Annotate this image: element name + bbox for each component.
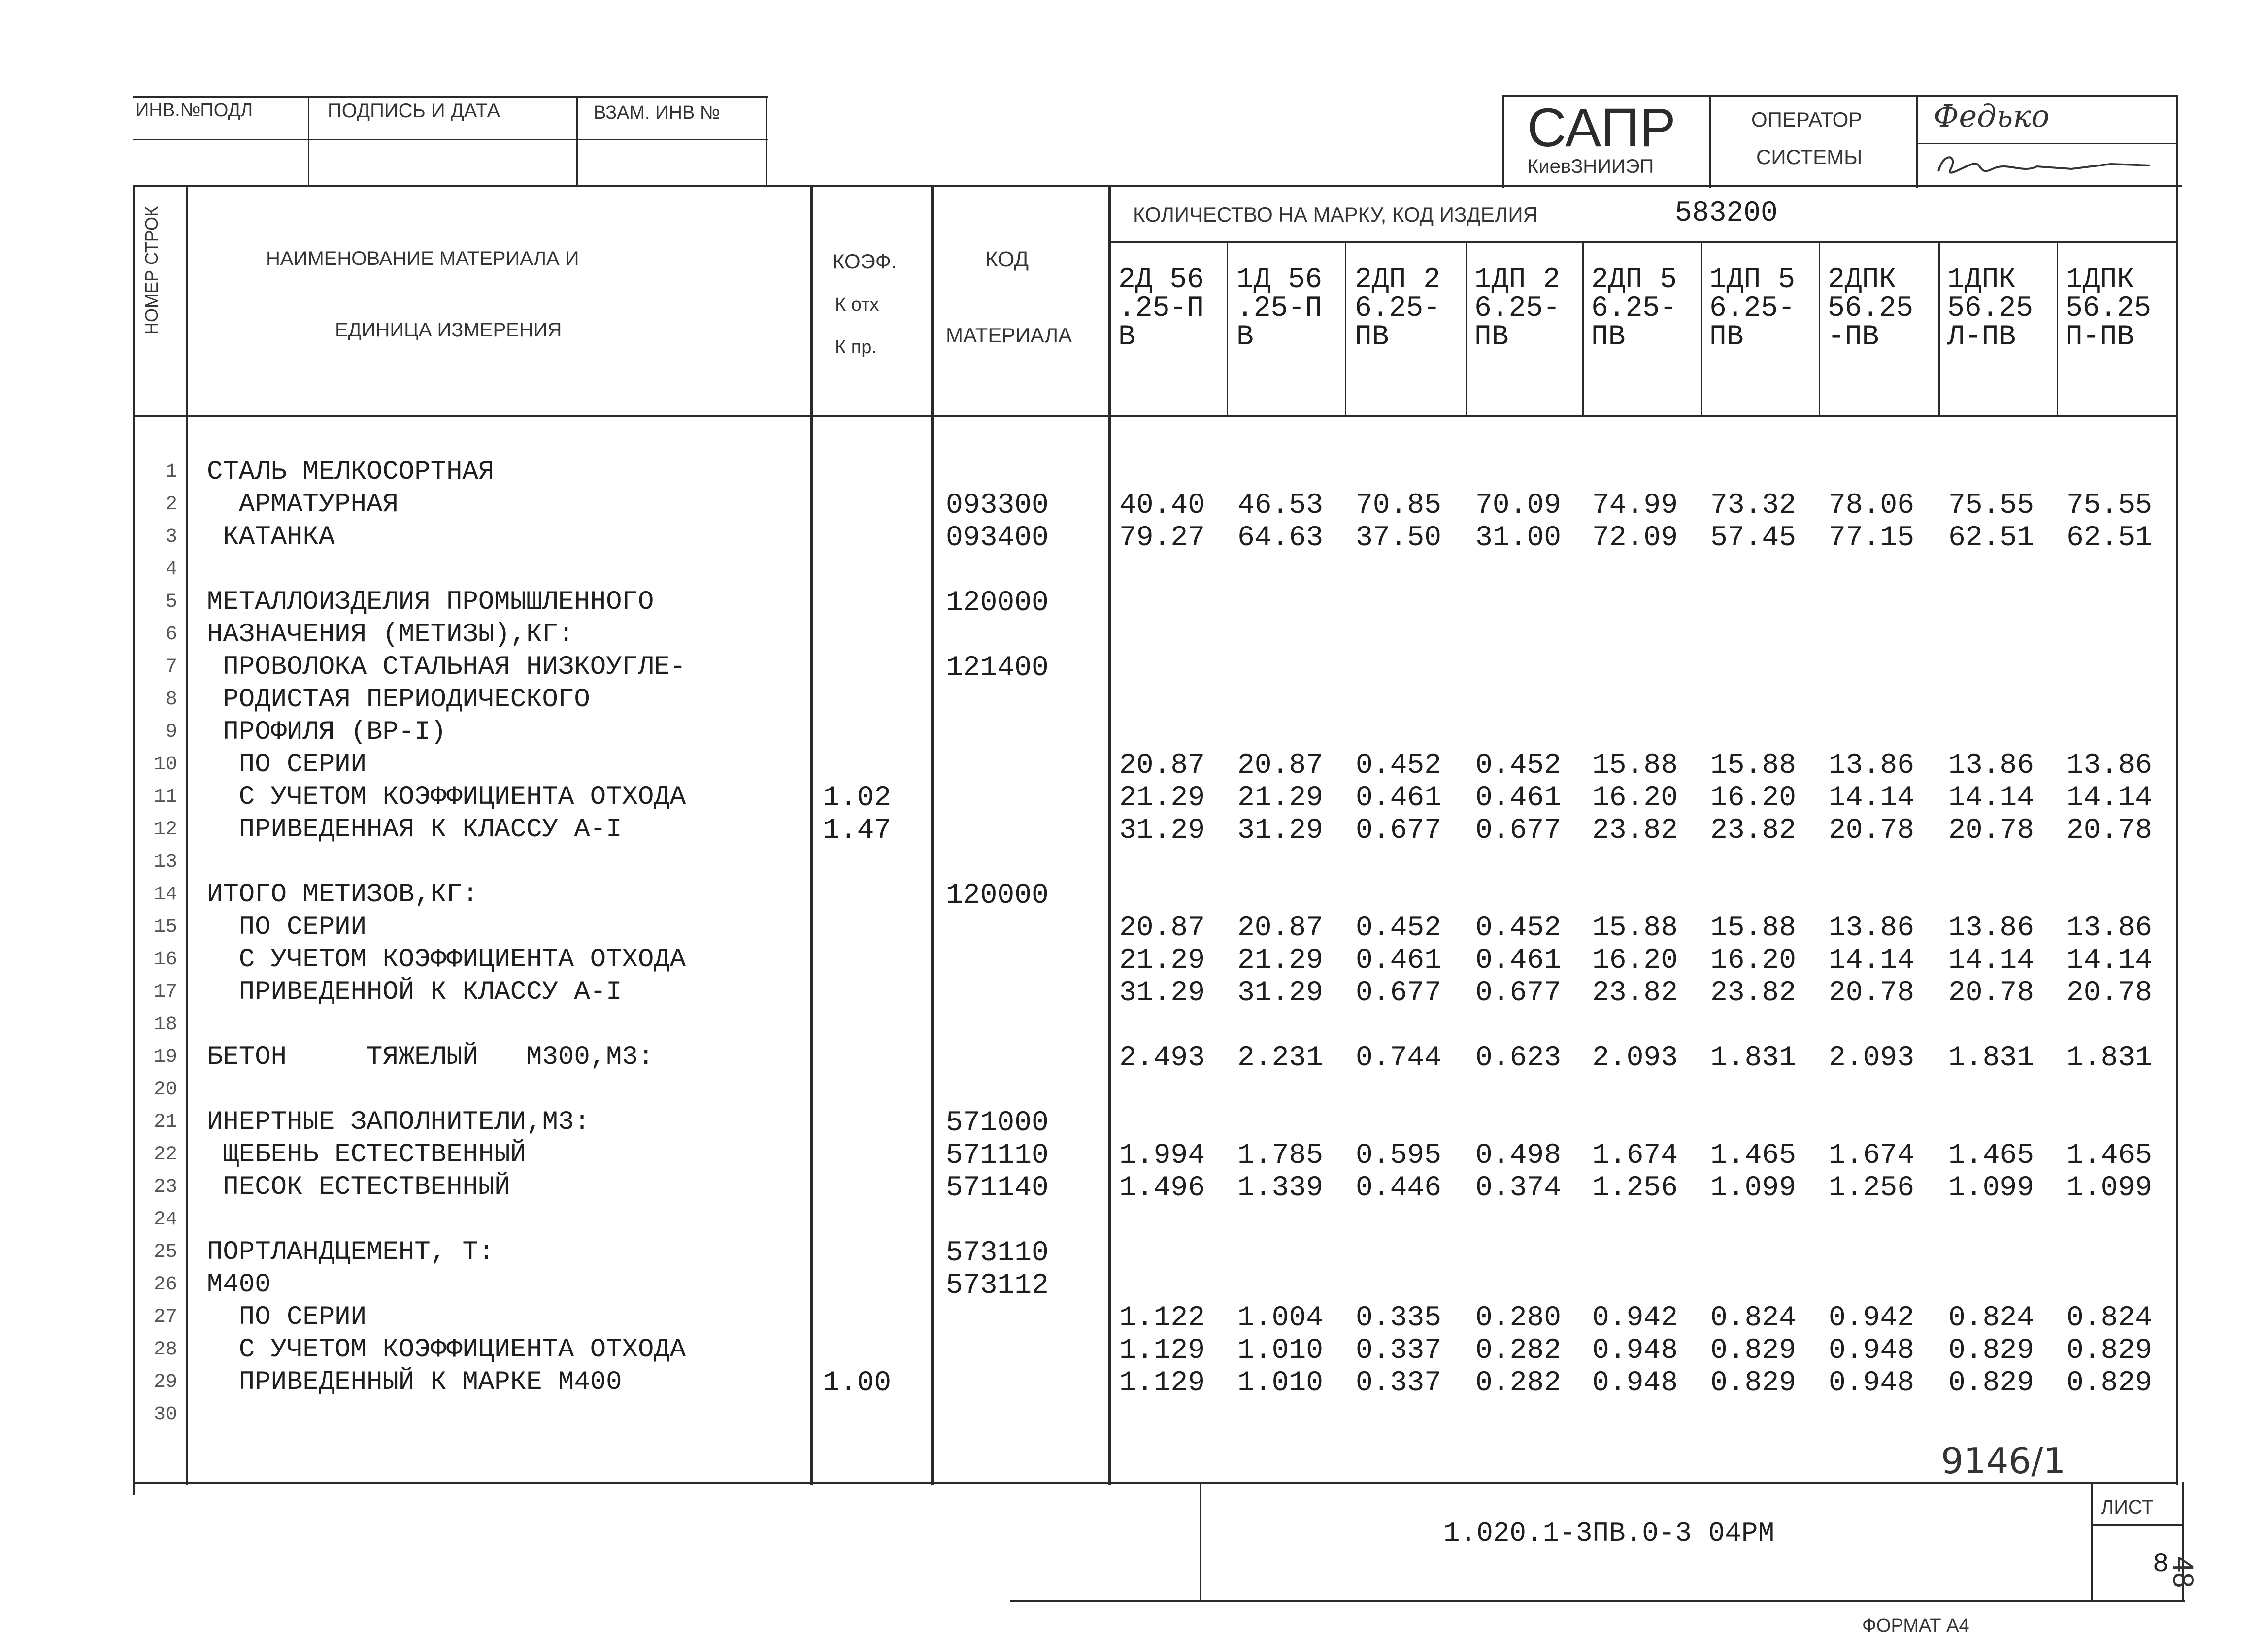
quantity-cell: 0.677 [1475,815,1562,847]
material-code: 573112 [946,1270,1049,1302]
material-code: 121400 [946,652,1049,684]
material-code: 093400 [946,522,1049,554]
quantity-cell: 0.446 [1356,1172,1442,1204]
table-row [0,1337,2268,1369]
quantity-cell: 1.831 [1948,1042,2035,1074]
quantity-cell: 1.099 [1710,1172,1797,1204]
quantity-cell: 0.942 [1592,1302,1678,1334]
quantity-cell: 0.942 [1829,1302,1915,1334]
table-row [0,1044,2268,1077]
column-header: 1ДП 5 6.25- ПВ [1709,264,1796,353]
table-row [0,1142,2268,1174]
quantity-cell: 14.14 [2067,945,2153,977]
quantity-cell: 0.282 [1475,1367,1562,1399]
quantity-cell: 64.63 [1237,522,1324,554]
org-name: КиевЗНИИЭП [1527,156,1654,177]
column-header: 1ДП 2 6.25- ПВ [1474,264,1561,353]
row-number: 15 [153,916,177,938]
quantity-cell: 15.88 [1592,912,1678,944]
quantity-cell: 23.82 [1592,815,1678,847]
column-header: 2Д 56 .25-П В [1118,264,1204,353]
sign-label: ПОДПИСЬ И ДАТА [328,100,500,122]
material-name: МЕТАЛЛОИЗДЕЛИЯ ПРОМЫШЛЕННОГО [207,587,654,617]
coefficient: 1.00 [823,1367,892,1399]
material-name: ПО СЕРИИ [207,1302,367,1332]
quantity-cell: 70.85 [1356,490,1442,522]
quantity-cell: 0.829 [2067,1367,2153,1399]
quantity-cell: 40.40 [1119,490,1205,522]
material-name: ПРИВЕДЕННОЙ К КЛАССУ А-I [207,977,622,1007]
material-name: ПРОФИЛЯ (ВР-I) [207,717,447,747]
quantity-cell: 15.88 [1710,912,1797,944]
table-row [0,849,2268,882]
material-name: ИНЕРТНЫЕ ЗАПОЛНИТЕЛИ,М3: [207,1107,590,1137]
table-row [0,1272,2268,1304]
column-header: 1Д 56 .25-П В [1236,264,1323,353]
quantity-cell: 75.55 [2067,490,2153,522]
row-number: 23 [153,1176,177,1198]
material-name: РОДИСТАЯ ПЕРИОДИЧЕСКОГО [207,685,590,715]
quantity-cell: 14.14 [1948,782,2035,814]
quantity-cell: 15.88 [1710,750,1797,782]
quantity-cell: 13.86 [2067,912,2153,944]
quantity-cell: 78.06 [1829,490,1915,522]
row-number: 10 [153,754,177,776]
table-row [0,459,2268,492]
quantity-cell: 13.86 [1948,912,2035,944]
quantity-cell: 0.829 [1710,1335,1797,1367]
quantity-cell: 0.948 [1829,1367,1915,1399]
quantity-cell: 0.461 [1475,782,1562,814]
quantity-cell: 13.86 [2067,750,2153,782]
quantity-cell: 1.010 [1237,1335,1324,1367]
quantity-cell: 62.51 [2067,522,2153,554]
quantity-cell: 0.824 [1948,1302,2035,1334]
quantity-cell: 21.29 [1119,945,1205,977]
row-number: 3 [165,526,177,548]
row-number: 27 [153,1306,177,1328]
table-row [0,524,2268,557]
row-number: 9 [165,721,177,743]
material-name: ПЕСОК ЕСТЕСТВЕННЫЙ [207,1172,510,1202]
quantity-cell: 0.595 [1356,1140,1442,1172]
quantity-cell: 20.78 [1829,815,1915,847]
quantity-cell: 2.231 [1237,1042,1324,1074]
quantity-cell: 0.337 [1356,1367,1442,1399]
operator-name: Федько [1934,98,2050,134]
quantity-cell: 72.09 [1592,522,1678,554]
quantity-cell: 1.010 [1237,1367,1324,1399]
material-name: СТАЛЬ МЕЛКОСОРТНАЯ [207,457,495,487]
material-name: С УЧЕТОМ КОЭФФИЦИЕНТА ОТХОДА [207,1335,686,1365]
table-row [0,1239,2268,1272]
table-row [0,1369,2268,1402]
quantity-cell: 16.20 [1710,782,1797,814]
quantity-cell: 1.339 [1237,1172,1324,1204]
row-number: 20 [153,1079,177,1101]
table-row [0,719,2268,752]
table-row [0,979,2268,1012]
column-header: 2ДП 5 6.25- ПВ [1591,264,1677,353]
quantity-cell: 31.00 [1475,522,1562,554]
doc-number: 9146/1 [1941,1440,2066,1481]
row-number: 13 [153,851,177,873]
quantity-cell: 0.461 [1356,782,1442,814]
quantity-cell: 0.461 [1475,945,1562,977]
row-number: 1 [165,461,177,483]
quantity-cell: 0.623 [1475,1042,1562,1074]
quantity-cell: 1.465 [1948,1140,2035,1172]
quantity-cell: 21.29 [1237,945,1324,977]
quantity-cell: 0.948 [1829,1335,1915,1367]
operator-label-1: ОПЕРАТОР [1751,108,1863,131]
code-header-2: МАТЕРИАЛА [946,324,1072,347]
quantity-cell: 0.824 [1710,1302,1797,1334]
table-row [0,784,2268,817]
table-row [0,654,2268,687]
quantity-cell: 1.674 [1829,1140,1915,1172]
column-header: 2ДПК 56.25 -ПВ [1828,264,1914,353]
row-number: 29 [153,1371,177,1393]
quantity-cell: 20.78 [1829,977,1915,1009]
page-number: 48 [2167,1556,2199,1588]
material-name: М400 [207,1270,271,1300]
table-row [0,492,2268,524]
quantity-cell: 1.122 [1119,1302,1205,1334]
quantity-cell: 0.829 [1710,1367,1797,1399]
operator-signature [1924,147,2170,186]
quantity-cell: 20.78 [2067,977,2153,1009]
row-number: 5 [165,591,177,613]
quantity-cell: 13.86 [1829,750,1915,782]
quantity-cell: 14.14 [1829,945,1915,977]
material-name: НАЗНАЧЕНИЯ (МЕТИЗЫ),КГ: [207,620,574,650]
quantity-cell: 0.829 [1948,1335,2035,1367]
quantity-cell: 1.465 [1710,1140,1797,1172]
quantity-cell: 70.09 [1475,490,1562,522]
material-code: 093300 [946,490,1049,522]
material-code: 573110 [946,1237,1049,1269]
column-header: 2ДП 2 6.25- ПВ [1355,264,1441,353]
row-number: 12 [153,819,177,841]
quantity-cell: 1.099 [1948,1172,2035,1204]
name-header-2: ЕДИНИЦА ИЗМЕРЕНИЯ [335,319,562,341]
vzam-label: ВЗАМ. ИНВ № [594,102,720,123]
quantity-cell: 20.78 [1948,815,2035,847]
quantity-cell: 20.78 [2067,815,2153,847]
quantity-cell: 0.282 [1475,1335,1562,1367]
column-header: 1ДПК 56.25 П-ПВ [2066,264,2152,353]
row-number: 28 [153,1339,177,1361]
material-name: КАТАНКА [207,522,335,552]
table-row [0,1207,2268,1239]
quantity-cell: 1.004 [1237,1302,1324,1334]
material-name: ПОРТЛАНДЦЕМЕНТ, Т: [207,1237,495,1267]
row-number: 21 [153,1111,177,1133]
quantity-cell: 15.88 [1592,750,1678,782]
row-number: 17 [153,981,177,1003]
quantity-cell: 1.256 [1829,1172,1915,1204]
quantity-cell: 2.493 [1119,1042,1205,1074]
table-row [0,1077,2268,1109]
table-row [0,557,2268,589]
table-row [0,1109,2268,1142]
quantity-cell: 77.15 [1829,522,1915,554]
quantity-cell: 31.29 [1237,815,1324,847]
material-name: ПО СЕРИИ [207,750,367,780]
row-number: 16 [153,949,177,971]
coefficient: 1.02 [823,782,892,814]
row-number: 19 [153,1046,177,1068]
material-code: 571000 [946,1107,1049,1139]
code-header-1: КОД [985,247,1029,271]
table-row [0,1402,2268,1434]
quantity-cell: 73.32 [1710,490,1797,522]
doc-code: 1.020.1-3ПВ.0-3 04РМ [1443,1517,1775,1549]
quantity-cell: 16.20 [1592,945,1678,977]
coef-header-2: К отх [835,295,879,315]
material-code: 571140 [946,1172,1049,1204]
coefficient: 1.47 [823,815,892,847]
material-name: С УЧЕТОМ КОЭФФИЦИЕНТА ОТХОДА [207,782,686,812]
quantity-cell: 57.45 [1710,522,1797,554]
coef-header-3: К пр. [835,337,877,358]
quantity-cell: 31.29 [1119,977,1205,1009]
quantity-cell: 20.78 [1948,977,2035,1009]
quantity-cell: 0.374 [1475,1172,1562,1204]
quantity-cell: 16.20 [1710,945,1797,977]
quantity-cell: 1.129 [1119,1367,1205,1399]
quantity-cell: 0.948 [1592,1367,1678,1399]
row-number: 25 [153,1241,177,1263]
table-row [0,817,2268,849]
quantity-cell: 1.496 [1119,1172,1205,1204]
quantity-cell: 0.677 [1356,977,1442,1009]
quantity-cell: 0.677 [1356,815,1442,847]
qty-header: КОЛИЧЕСТВО НА МАРКУ, КОД ИЗДЕЛИЯ [1133,203,1538,226]
sapr-logo: САПР [1527,98,1676,158]
table-row [0,1174,2268,1207]
inv-label: ИНВ.№ПОДЛ [135,100,253,121]
quantity-cell: 74.99 [1592,490,1678,522]
quantity-cell: 0.829 [2067,1335,2153,1367]
rownum-header: НОМЕР СТРОК [141,206,162,335]
table-row [0,914,2268,947]
quantity-cell: 20.87 [1237,750,1324,782]
row-number: 6 [165,624,177,646]
quantity-cell: 23.82 [1710,977,1797,1009]
quantity-cell: 0.461 [1356,945,1442,977]
quantity-cell: 2.093 [1592,1042,1678,1074]
quantity-cell: 0.280 [1475,1302,1562,1334]
material-name: ПРИВЕДЕННЫЙ К МАРКЕ М400 [207,1367,622,1397]
quantity-cell: 20.87 [1119,750,1205,782]
table-row [0,947,2268,979]
quantity-cell: 0.335 [1356,1302,1442,1334]
material-name: ПО СЕРИИ [207,912,367,942]
quantity-cell: 0.452 [1475,912,1562,944]
quantity-cell: 14.14 [2067,782,2153,814]
table-row [0,882,2268,914]
material-name: ЩЕБЕНЬ ЕСТЕСТВЕННЫЙ [207,1140,527,1170]
quantity-cell: 21.29 [1119,782,1205,814]
row-number: 22 [153,1144,177,1166]
row-number: 26 [153,1274,177,1296]
quantity-cell: 79.27 [1119,522,1205,554]
quantity-cell: 0.337 [1356,1335,1442,1367]
quantity-cell: 0.824 [2067,1302,2153,1334]
quantity-cell: 14.14 [1829,782,1915,814]
quantity-cell: 1.256 [1592,1172,1678,1204]
quantity-cell: 23.82 [1592,977,1678,1009]
quantity-cell: 0.948 [1592,1335,1678,1367]
quantity-cell: 1.129 [1119,1335,1205,1367]
product-code: 583200 [1675,198,1778,230]
material-name: ПРОВОЛОКА СТАЛЬНАЯ НИЗКОУГЛЕ- [207,652,686,682]
sheet-label: ЛИСТ [2101,1496,2154,1518]
quantity-cell: 21.29 [1237,782,1324,814]
coef-header-1: КОЭФ. [833,250,897,273]
quantity-cell: 1.831 [2067,1042,2153,1074]
quantity-cell: 20.87 [1119,912,1205,944]
material-name: ПРИВЕДЕННАЯ К КЛАССУ А-I [207,815,622,845]
quantity-cell: 0.744 [1356,1042,1442,1074]
quantity-cell: 20.87 [1237,912,1324,944]
row-number: 7 [165,656,177,678]
quantity-cell: 0.498 [1475,1140,1562,1172]
quantity-cell: 13.86 [1829,912,1915,944]
quantity-cell: 1.994 [1119,1140,1205,1172]
row-number: 11 [153,786,177,808]
material-name: ИТОГО МЕТИЗОВ,КГ: [207,880,478,910]
operator-label-2: СИСТЕМЫ [1756,145,1863,168]
material-code: 120000 [946,880,1049,912]
column-header: 1ДПК 56.25 Л-ПВ [1947,264,2034,353]
format-label: ФОРМАТ А4 [1862,1615,1969,1636]
quantity-cell: 62.51 [1948,522,2035,554]
row-number: 8 [165,689,177,711]
quantity-cell: 16.20 [1592,782,1678,814]
table-row [0,1304,2268,1337]
row-number: 24 [153,1209,177,1231]
row-number: 14 [153,884,177,906]
row-number: 30 [153,1404,177,1426]
material-name: С УЧЕТОМ КОЭФФИЦИЕНТА ОТХОДА [207,945,686,975]
quantity-cell: 0.452 [1475,750,1562,782]
quantity-cell: 1.465 [2067,1140,2153,1172]
quantity-cell: 37.50 [1356,522,1442,554]
name-header-1: НАИМЕНОВАНИЕ МАТЕРИАЛА И [266,248,579,269]
quantity-cell: 31.29 [1119,815,1205,847]
quantity-cell: 75.55 [1948,490,2035,522]
quantity-cell: 1.674 [1592,1140,1678,1172]
table-row [0,752,2268,784]
quantity-cell: 23.82 [1710,815,1797,847]
material-name: БЕТОН ТЯЖЕЛЫЙ М300,М3: [207,1042,654,1072]
quantity-cell: 0.452 [1356,750,1442,782]
sheet-number: 8 [2153,1549,2169,1580]
quantity-cell: 0.452 [1356,912,1442,944]
table-row [0,1012,2268,1044]
quantity-cell: 1.831 [1710,1042,1797,1074]
table-row [0,687,2268,719]
table-row [0,622,2268,654]
material-code: 571110 [946,1140,1049,1172]
table-row [0,589,2268,622]
quantity-cell: 14.14 [1948,945,2035,977]
material-name: АРМАТУРНАЯ [207,490,399,520]
quantity-cell: 1.099 [2067,1172,2153,1204]
quantity-cell: 13.86 [1948,750,2035,782]
row-number: 4 [165,559,177,581]
quantity-cell: 46.53 [1237,490,1324,522]
material-code: 120000 [946,587,1049,619]
row-number: 18 [153,1014,177,1036]
quantity-cell: 0.677 [1475,977,1562,1009]
row-number: 2 [165,494,177,516]
quantity-cell: 0.829 [1948,1367,2035,1399]
quantity-cell: 1.785 [1237,1140,1324,1172]
quantity-cell: 2.093 [1829,1042,1915,1074]
quantity-cell: 31.29 [1237,977,1324,1009]
